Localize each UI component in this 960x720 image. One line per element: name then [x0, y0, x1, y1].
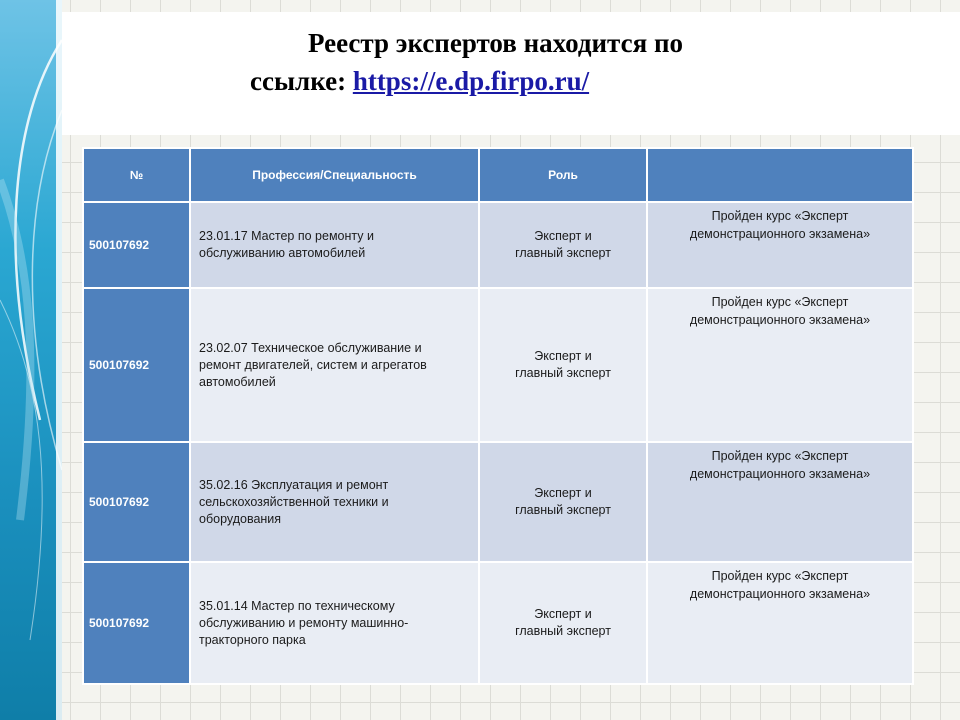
table-row: [83, 202, 913, 288]
header-number: №: [83, 148, 190, 202]
title-prefix: ссылке:: [250, 66, 353, 96]
expert-number: 500107692: [83, 442, 190, 562]
title-line-1: Реестр экспертов находится по: [308, 28, 684, 58]
course-note-cell: Пройден курс «Эксперт демонстрационного экзамена»: [647, 202, 913, 288]
table-header-row: [83, 148, 913, 202]
title-line-2: [250, 62, 850, 100]
experts-table-container: [82, 147, 912, 685]
table-row: [83, 442, 913, 562]
role-cell: Эксперт и главный эксперт: [479, 288, 647, 442]
experts-table: [82, 147, 914, 685]
course-note-cell: Пройден курс «Эксперт демонстрационного экзамена»: [647, 288, 913, 442]
expert-number: 500107692: [83, 202, 190, 288]
header-profession: Профессия/Специальность: [190, 148, 479, 202]
role-cell: Эксперт и главный эксперт: [479, 562, 647, 684]
header-role: Роль: [479, 148, 647, 202]
slide-title: [250, 24, 850, 100]
profession-cell: 35.02.16 Эксплуатация и ремонт сельскохозяйственной техники и оборудования: [190, 442, 479, 562]
table-row: [83, 288, 913, 442]
expert-number: 500107692: [83, 562, 190, 684]
profession-cell: 35.01.14 Мастер по техническому обслуживанию и ремонту машинно- тракторного парка: [190, 562, 479, 684]
table-row: [83, 562, 913, 684]
header-note: [647, 148, 913, 202]
profession-cell: 23.01.17 Мастер по ремонту и обслуживанию автомобилей: [190, 202, 479, 288]
decorative-side-band: [0, 0, 62, 720]
role-cell: Эксперт и главный эксперт: [479, 442, 647, 562]
course-note-cell: Пройден курс «Эксперт демонстрационного экзамена»: [647, 562, 913, 684]
expert-number: 500107692: [83, 288, 190, 442]
registry-link[interactable]: https://e.dp.firpo.ru/: [352, 66, 590, 96]
role-cell: Эксперт и главный эксперт: [479, 202, 647, 288]
profession-cell: 23.02.07 Техническое обслуживание и ремонт двигателей, систем и агрегатов автомобилей: [190, 288, 479, 442]
course-note-cell: Пройден курс «Эксперт демонстрационного экзамена»: [647, 442, 913, 562]
